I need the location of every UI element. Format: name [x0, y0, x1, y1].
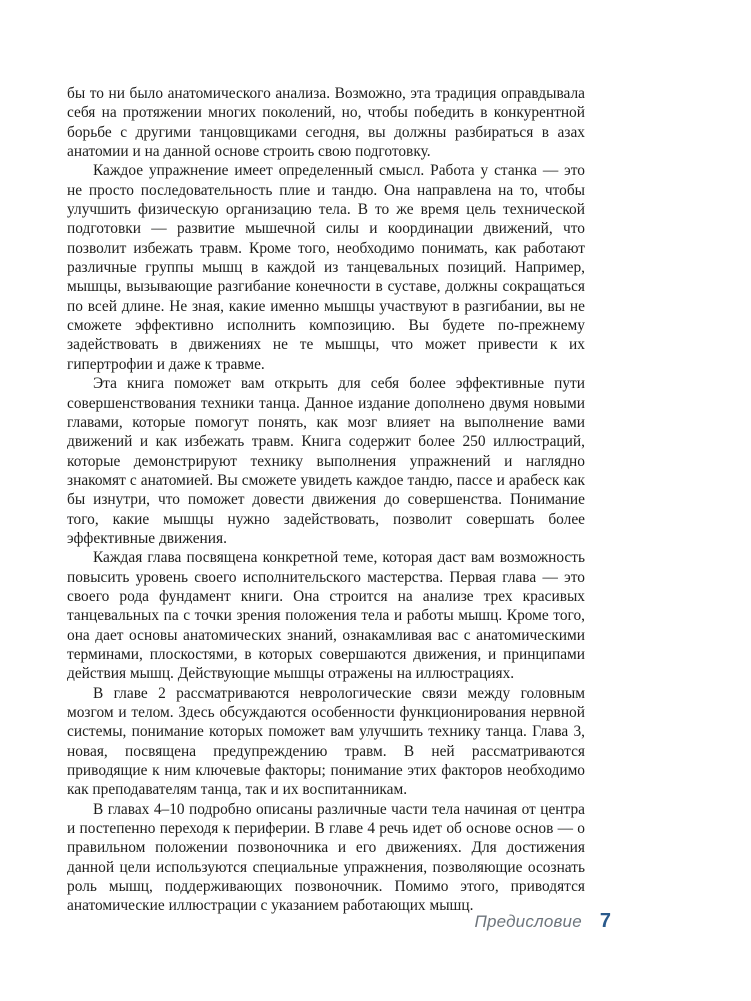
body-paragraph: Эта книга поможет вам открыть для себя более эффективные пути совершенствования техники танца. Данное издание дополнено двумя новыми главами, которые помогут понять, как мозг влияет на выполнение вами движений и как избежать травм. Книга содержит более 250 иллюстраций, которые демонстрируют технику выполнения упражнений и наглядно знакомят с анатомией. Вы сможете увидеть каждое тандю, пассе и арабеск как бы изнутри, что поможет довести движения до совершенства. Понимание того, какие мышцы нужно задействовать, позволит совершать более эффективные движения. [67, 375, 585, 547]
footer-page-number: 7 [599, 910, 611, 932]
text-column [67, 84, 585, 916]
body-paragraph: бы то ни было анатомического анализа. Возможно, эта традиция оправдывала себя на протяжении многих поколений, но, чтобы победить в конкурентной борьбе с другими танцовщиками сегодня, вы должны разбираться в азах анатомии и на данной основе строить свою подготовку. [67, 85, 585, 161]
footer-section-label: Предисловие [474, 912, 582, 931]
body-paragraph: Каждая глава посвящена конкретной теме, которая даст вам возможность повысить уровень своего исполнительского мастерства. Первая глава — это своего рода фундамент книги. Она строится на анализе трех красивых танцевальных па с точки зрения положения тела и работы мышц. Кроме того, она дает основы анатомических знаний, ознакамливая вас с анатомическими терминами, плоскостями, в которых совершаются движения, и принципами действия мышц. Действующие мышцы отражены на иллюстрациях. [67, 549, 585, 683]
page-footer [67, 910, 611, 933]
body-paragraph: Каждое упражнение имеет определенный смысл. Работа у станка — это не просто последовательность плие и тандю. Она направлена на то, чтобы улучшить физическую организацию тела. В то же время цель технической подготовки — развитие мышечной силы и координации движений, что позволит избежать травм. Кроме того, необходимо понимать, как работают различные группы мышц в каждой из танцевальных позиций. Например, мышцы, вызывающие разгибание конечности в суставе, должны сокращаться по всей длине. Не зная, какие именно мышцы участвуют в разгибании, вы не сможете эффективно исполнить композицию. Вы будете по-прежнему задействовать в движениях не те мышцы, что может привести к их гипертрофии и даже к травме. [67, 162, 585, 373]
body-paragraph: В главе 2 рассматриваются неврологические связи между головным мозгом и телом. Здесь обсуждаются особенности функционирования нервной системы, понимание которых поможет вам улучшить технику танца. Глава 3, новая, посвящена предупреждению травм. В ней рассматриваются приводящие к ним ключевые факторы; понимание этих факторов необходимо как преподавателям танца, так и их воспитанникам. [67, 684, 585, 799]
body-paragraph: В главах 4–10 подробно описаны различные части тела начиная от центра и постепенно переходя к периферии. В главе 4 речь идет об основе основ — о правильном положении позвоночника и его движениях. Для достижения данной цели используются специальные упражнения, позволяющие осознать роль мышц, поддерживающих позвоночник. Помимо этого, приводятся анатомические иллюстрации с указанием работающих мышц. [67, 800, 585, 915]
